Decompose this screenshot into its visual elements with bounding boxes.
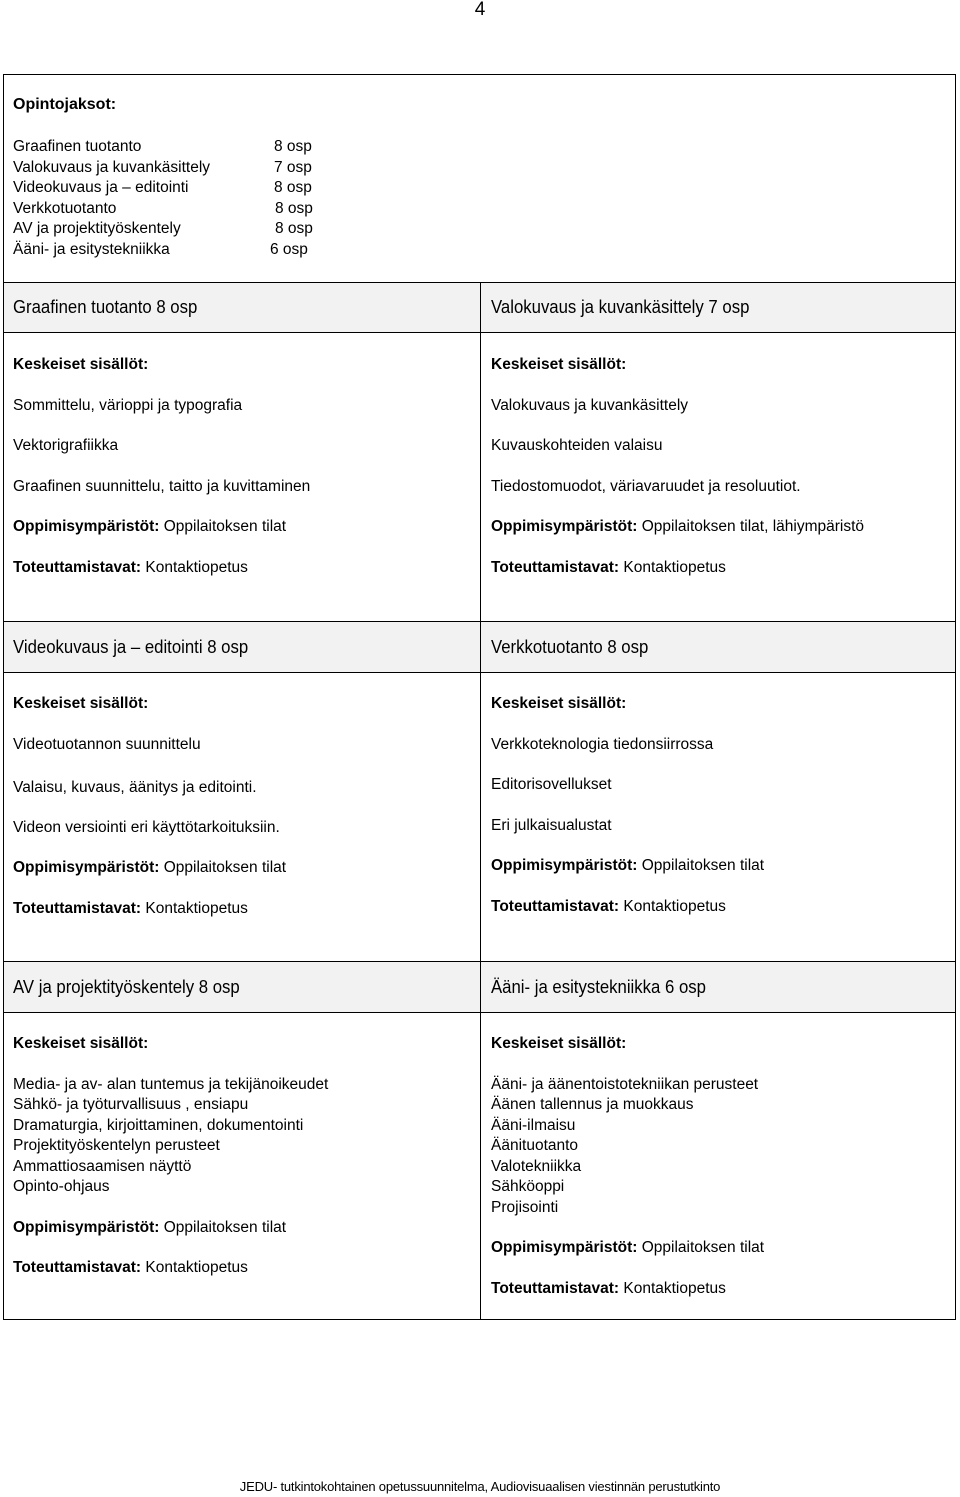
content-item: Ääni-ilmaisu [491, 1116, 576, 1134]
summary-row [13, 240, 335, 261]
methods-line [491, 1279, 951, 1300]
summary-course: Ääni- ja esitystekniikka [13, 240, 170, 258]
content-item: Valaisu, kuvaus, äänitys ja editointi. [13, 779, 257, 796]
summary-title: Opintojaksot: [13, 96, 117, 113]
environments-label: Oppimisympäristöt: [13, 859, 160, 876]
content-item: Valokuvaus ja kuvankäsittely [491, 396, 689, 414]
page-number: 4 [474, 0, 486, 20]
methods-value: Kontaktiopetus [623, 897, 726, 915]
environments-value: Oppilaitoksen tilat, lähiympäristö [641, 518, 865, 535]
summary-course: Graafinen tuotanto [13, 138, 142, 155]
key-contents-label: Keskeiset sisällöt: [13, 356, 149, 373]
content-item: Dramaturgia, kirjoittaminen, dokumentointi [13, 1116, 304, 1134]
methods-label: Toteuttamistavat: [491, 897, 620, 915]
methods-label: Toteuttamistavat: [13, 899, 142, 917]
methods-value: Kontaktiopetus [623, 1279, 726, 1297]
environments-value: Oppilaitoksen tilat [163, 518, 287, 535]
environments-label: Oppimisympäristöt: [13, 518, 160, 535]
module-header: Valokuvaus ja kuvankäsittely 7 osp [491, 297, 750, 317]
content-item: Editorisovellukset [491, 776, 612, 793]
summary-credits: 6 osp [270, 240, 308, 258]
content-item: Projektityöskentelyn perusteet [13, 1137, 220, 1154]
content-item: Graafinen suunnittelu, taitto ja kuvittaminen [13, 477, 311, 495]
module-cell [13, 1034, 473, 1279]
methods-value: Kontaktiopetus [145, 558, 248, 576]
environments-label: Oppimisympäristöt: [491, 518, 638, 535]
summary-list [13, 137, 335, 260]
content-item: Opinto-ohjaus [13, 1178, 110, 1195]
content-item: Tiedostomuodot, väriavaruudet ja resoluutiot. [491, 477, 801, 495]
summary-row [13, 158, 335, 179]
module-cell [13, 694, 473, 919]
methods-line [13, 899, 473, 920]
key-contents-label: Keskeiset sisällöt: [13, 1035, 149, 1052]
content-item: Kuvauskohteiden valaisu [491, 437, 663, 454]
key-contents-label: Keskeiset sisällöt: [491, 1035, 627, 1052]
summary-row [13, 219, 335, 240]
methods-line [13, 1258, 473, 1279]
methods-line [491, 897, 951, 918]
module-cell [491, 355, 951, 578]
content-item: Verkkoteknologia tiedonsiirrossa [491, 735, 714, 753]
content-item: Videotuotannon suunnittelu [13, 735, 201, 753]
environments-line [13, 1218, 473, 1239]
environments-line [13, 858, 473, 879]
module-header: Graafinen tuotanto 8 osp [13, 297, 198, 317]
summary-credits: 8 osp [274, 138, 312, 155]
summary-course: AV ja projektityöskentely [13, 220, 181, 237]
environments-line [491, 856, 951, 877]
methods-label: Toteuttamistavat: [491, 558, 620, 576]
content-item: Ammattiosaamisen näyttö [13, 1157, 192, 1175]
content-item: Sähkö- ja työturvallisuus , ensiapu [13, 1096, 249, 1113]
content-item: Valotekniikka [491, 1157, 582, 1175]
module-header: Verkkotuotanto 8 osp [491, 637, 649, 657]
summary-course: Videokuvaus ja – editointi [13, 179, 189, 196]
summary-course: Verkkotuotanto [13, 199, 117, 217]
methods-label: Toteuttamistavat: [491, 1279, 620, 1297]
summary-credits: 8 osp [275, 199, 313, 217]
content-item: Vektorigrafiikka [13, 437, 119, 454]
methods-label: Toteuttamistavat: [13, 1259, 142, 1276]
environments-value: Oppilaitoksen tilat [163, 1218, 287, 1236]
environments-value: Oppilaitoksen tilat [641, 857, 765, 874]
content-item: Sähköoppi [491, 1178, 565, 1195]
content-item: Videon versiointi eri käyttötarkoituksiin. [13, 818, 280, 836]
summary-credits: 7 osp [274, 158, 312, 176]
summary-row [13, 178, 335, 199]
content-item: Äänen tallennus ja muokkaus [491, 1096, 694, 1113]
environments-line [491, 517, 951, 538]
content-item: Eri julkaisualustat [491, 816, 612, 834]
environments-value: Oppilaitoksen tilat [163, 859, 287, 876]
environments-value: Oppilaitoksen tilat [641, 1239, 765, 1256]
content-item: Äänituotanto [491, 1137, 579, 1154]
summary-credits: 8 osp [275, 220, 313, 237]
module-cell [491, 694, 951, 917]
environments-label: Oppimisympäristöt: [491, 857, 638, 874]
methods-value: Kontaktiopetus [145, 1259, 248, 1276]
methods-line [13, 558, 473, 579]
content-item: Sommittelu, värioppi ja typografia [13, 396, 243, 414]
methods-line [491, 558, 951, 579]
module-cell [13, 355, 473, 578]
environments-label: Oppimisympäristöt: [13, 1218, 160, 1236]
methods-value: Kontaktiopetus [145, 899, 248, 917]
methods-label: Toteuttamistavat: [13, 558, 142, 576]
page-footer: JEDU- tutkintokohtainen opetussuunnitelma, Audiovisuaalisen viestinnän perustutkinto [239, 1479, 721, 1494]
summary-course: Valokuvaus ja kuvankäsittely [13, 158, 211, 176]
content-item: Media- ja av- alan tuntemus ja tekijänoikeudet [13, 1075, 329, 1093]
column-divider [480, 282, 481, 1320]
module-header: Ääni- ja esitystekniikka 6 osp [491, 977, 706, 997]
environments-line [491, 1238, 951, 1259]
module-cell [491, 1034, 951, 1299]
content-item: Ääni- ja äänentoistotekniikan perusteet [491, 1075, 759, 1093]
methods-value: Kontaktiopetus [623, 558, 726, 576]
key-contents-label: Keskeiset sisällöt: [13, 695, 149, 712]
module-header: AV ja projektityöskentely 8 osp [13, 977, 240, 997]
summary-row [13, 199, 335, 220]
key-contents-label: Keskeiset sisällöt: [491, 695, 627, 712]
environments-label: Oppimisympäristöt: [491, 1239, 638, 1256]
environments-line [13, 517, 473, 538]
summary-credits: 8 osp [274, 179, 312, 196]
summary-row [13, 137, 335, 158]
content-item: Projisointi [491, 1198, 559, 1216]
key-contents-label: Keskeiset sisällöt: [491, 356, 627, 373]
module-header: Videokuvaus ja – editointi 8 osp [13, 637, 249, 657]
